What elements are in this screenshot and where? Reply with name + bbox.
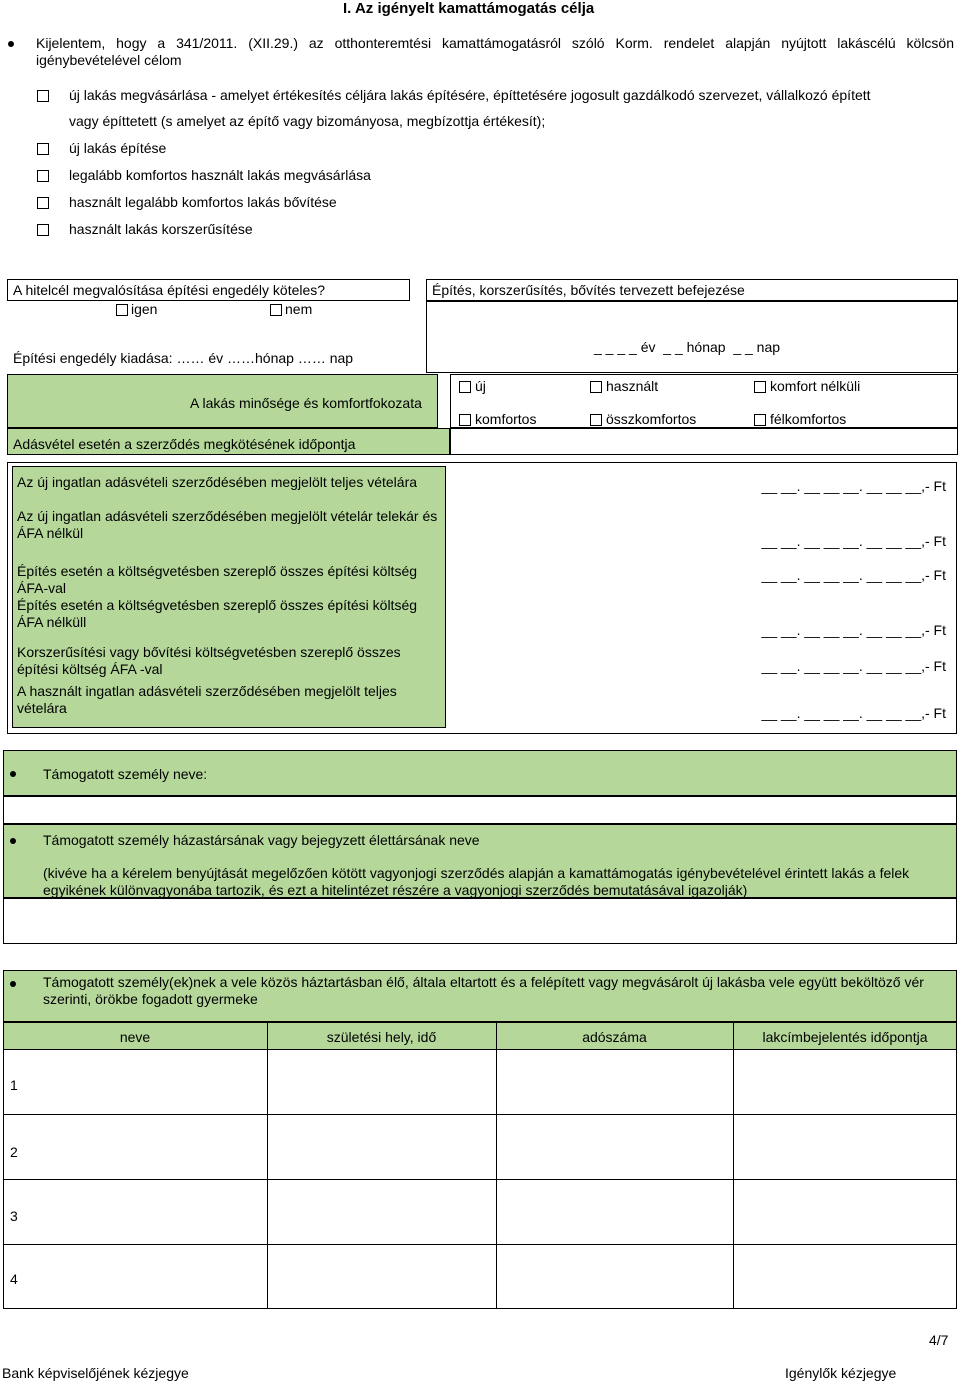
- children-row-2: 2: [10, 1144, 18, 1160]
- bullet-icon: [10, 981, 16, 987]
- amount-label-build-vat: Építés esetén a költségvetésben szereplő összes építési költség ÁFA-val: [17, 563, 418, 596]
- section-title: I. Az igényelt kamattámogatás célja: [343, 0, 595, 17]
- supported-person-label: Támogatott személy neve:: [43, 766, 208, 782]
- permit-no-checkbox[interactable]: [270, 304, 282, 316]
- quality-half-comfort-label: félkomfortos: [770, 411, 847, 427]
- completion-date[interactable]: _ _ _ _ év _ _ hónap _ _ nap: [594, 339, 781, 355]
- completion-date-box: [426, 301, 958, 373]
- purpose-label-extension: használt legalább komfortos lakás bővítése: [69, 194, 337, 210]
- permit-no-label: nem: [285, 301, 313, 317]
- children-col-birth: születési hely, idő: [326, 1029, 437, 1045]
- amount-value-new-total[interactable]: __ __. __ __ __. __ __ __,- Ft: [761, 478, 946, 494]
- purpose-checkbox-modernization[interactable]: [37, 224, 49, 236]
- purpose-checkbox-new-build[interactable]: [37, 143, 49, 155]
- contract-date-label: Adásvétel esetén a szerződés megkötésének időpontja: [13, 436, 356, 452]
- supported-person-input[interactable]: [3, 796, 957, 824]
- amount-value-new-net[interactable]: __ __. __ __ __. __ __ __,- Ft: [761, 533, 946, 549]
- bullet-icon: [8, 41, 14, 47]
- quality-comfort-checkbox[interactable]: [459, 414, 471, 426]
- spouse-label: Támogatott személy házastársának vagy bejegyzett élettársának neve: [43, 832, 480, 848]
- contract-date-input[interactable]: [450, 428, 958, 455]
- purpose-label-new-purchase: új lakás megvásárlása - amelyet értékesítés céljára lakás építésére, építtetésére jogosult gazdálkodó szervezet, vállalkozó épített: [69, 87, 871, 103]
- children-row-1: 1: [10, 1077, 18, 1093]
- amount-label-build-net: Építés esetén a költségvetésben szereplő összes építési költség ÁFA nélküll: [17, 597, 418, 630]
- amount-value-used-total[interactable]: __ __. __ __ __. __ __ __,- Ft: [761, 705, 946, 721]
- purpose-checkbox-extension[interactable]: [37, 197, 49, 209]
- amount-value-build-vat[interactable]: __ __. __ __ __. __ __ __,- Ft: [761, 567, 946, 583]
- children-row-4: 4: [10, 1271, 18, 1287]
- amount-value-build-net[interactable]: __ __. __ __ __. __ __ __,- Ft: [761, 622, 946, 638]
- spouse-note: (kivéve ha a kérelem benyújtását megelőzően kötött vagyonjogi szerződés alapján a kamattámogatás igénybevételével érintett lakás a felek egyikének különvagyonába tartozik, és ezt a hitelintézet részére a vagyonjogi szerződés bemutatásával igazolják): [43, 865, 910, 898]
- quality-comfort-label: komfortos: [475, 411, 537, 427]
- quality-used-label: használt: [606, 378, 659, 394]
- amount-label-new-net: Az új ingatlan adásvételi szerződésében megjelölt vételár telekár és ÁFA nélkül: [17, 508, 438, 541]
- quality-no-comfort-checkbox[interactable]: [754, 381, 766, 393]
- quality-full-comfort-label: összkomfortos: [606, 411, 697, 427]
- purpose-label-used-purchase: legalább komfortos használt lakás megvásárlása: [69, 167, 371, 183]
- quality-new-checkbox[interactable]: [459, 381, 471, 393]
- purpose-label-modernization: használt lakás korszerűsítése: [69, 221, 253, 237]
- quality-new-label: új: [475, 378, 486, 394]
- amount-value-modernization[interactable]: __ __. __ __ __. __ __ __,- Ft: [761, 658, 946, 674]
- completion-label: Építés, korszerűsítés, bővítés tervezett befejezése: [432, 282, 745, 298]
- purpose-checkbox-new-purchase[interactable]: [37, 90, 49, 102]
- amount-label-new-total: Az új ingatlan adásvételi szerződésében megjelölt teljes vételára: [17, 474, 418, 490]
- page-number: 4/7: [929, 1332, 949, 1348]
- purpose-label-new-build: új lakás építése: [69, 140, 167, 156]
- quality-no-comfort-label: komfort nélküli: [770, 378, 861, 394]
- bank-signature-label: Bank képviselőjének kézjegye: [2, 1365, 189, 1381]
- applicant-signature-label: Igénylők kézjegye: [785, 1365, 897, 1381]
- permit-question: A hitelcél megvalósítása építési engedély köteles?: [13, 282, 326, 298]
- children-col-tax: adószáma: [582, 1029, 647, 1045]
- children-row-3: 3: [10, 1208, 18, 1224]
- quality-full-comfort-checkbox[interactable]: [590, 414, 602, 426]
- permit-issued[interactable]: Építési engedély kiadása: …… év ……hónap …… nap: [13, 350, 354, 366]
- permit-yes-checkbox[interactable]: [116, 304, 128, 316]
- purpose-checkbox-used-purchase[interactable]: [37, 170, 49, 182]
- spouse-input[interactable]: [3, 898, 957, 944]
- quality-half-comfort-checkbox[interactable]: [754, 414, 766, 426]
- purpose-label-new-purchase-cont: vagy építtetett (s amelyet az építő vagy bizományosa, megbízottja értékesít);: [69, 113, 546, 129]
- declaration-line2: igénybevételével célom: [36, 52, 182, 68]
- permit-yes-label: igen: [131, 301, 158, 317]
- amount-label-modernization: Korszerűsítési vagy bővítési költségvetésben szereplő összes építési költség ÁFA -val: [17, 644, 401, 677]
- quality-label: A lakás minősége és komfortfokozata: [190, 395, 422, 411]
- children-label: Támogatott személy(ek)nek a vele közös háztartásban élő, általa eltartott és a felépített vagy megvásárolt új lakásba vele együtt beköltöző vér szerinti, örökbe fogadott gyermeke: [43, 974, 924, 1007]
- children-col-name: neve: [119, 1029, 151, 1045]
- bullet-icon: [10, 771, 16, 777]
- quality-used-checkbox[interactable]: [590, 381, 602, 393]
- children-col-address: lakcímbejelentés időpontja: [762, 1029, 928, 1045]
- amount-label-used-total: A használt ingatlan adásvételi szerződésében megjelölt teljes vételára: [17, 683, 397, 716]
- bullet-icon: [10, 838, 16, 844]
- declaration-line1: Kijelentem, hogy a 341/2011. (XII.29.) az otthonteremtési kamattámogatásról szóló Korm. rendelet alapján nyújtott lakáscélú kölcsön: [36, 35, 954, 51]
